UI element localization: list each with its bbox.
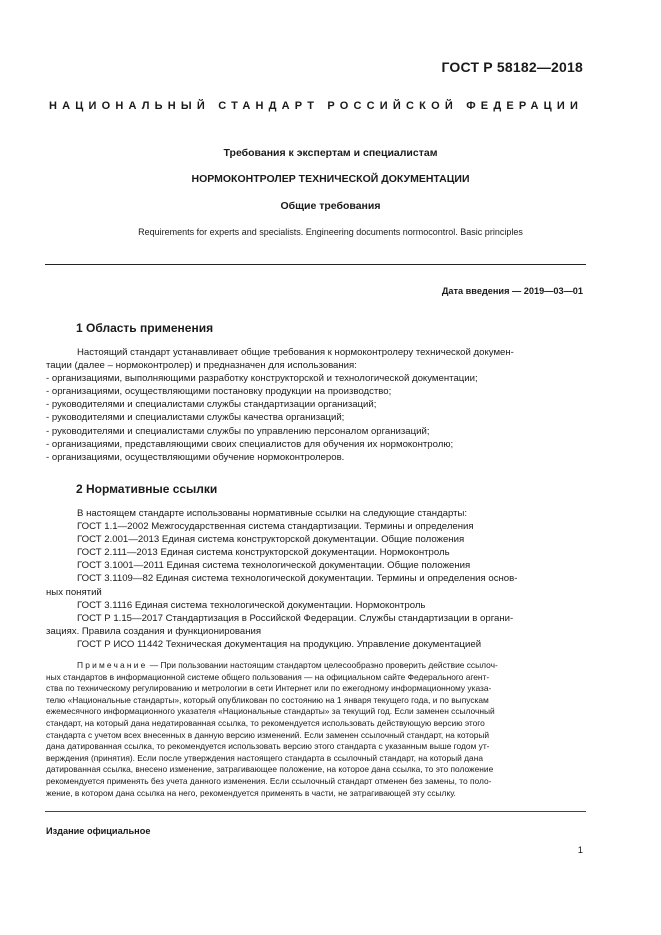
note-label: Примечание — [77, 660, 148, 670]
reference-line: ных понятий — [46, 586, 102, 598]
note-line: жение, в котором дана ссылка на него, рекомендуется применять в части, не затрагивающей эту ссылку. — [46, 787, 456, 798]
national-standard-banner: НАЦИОНАЛЬНЫЙ СТАНДАРТ РОССИЙСКОЙ ФЕДЕРАЦИИ — [48, 100, 584, 112]
reference-line: зациях. Правила создания и функционирования — [46, 625, 262, 637]
note-line: стандарт, на который дана недатированная ссылка, то рекомендуется использовать действующую версию этого — [46, 717, 485, 728]
scope-list-item: - руководителями и специалистами службы качества организаций; — [46, 412, 345, 424]
section-1-intro-line: Настоящий стандарт устанавливает общие требования к нормоконтролеру технической докумен- — [77, 347, 514, 358]
note-line: верждения (принятия). Если после утверждения настоящего стандарта в ссылочный стандарт, на который дана — [46, 752, 483, 763]
note-line: дана датированная ссылка, то рекомендуется использовать версию этого стандарта с указанным выше годом ут- — [46, 741, 490, 752]
note-line: ежемесячного информационного указателя «Национальные стандарты» за текущий год. Если заменен ссылочный — [46, 706, 495, 717]
note-first-line — [46, 660, 586, 672]
section-1-body — [46, 346, 586, 464]
introduction-date: Дата введения — 2019—03—01 — [441, 286, 583, 296]
section-2-heading: 2 Нормативные ссылки — [76, 482, 218, 496]
section-2-body — [46, 507, 586, 651]
note-line: стандарта с учетом всех внесенных в данную версию изменений. Если заменен ссылочный стандарт, на который — [46, 729, 490, 740]
reference-line: В настоящем стандарте использованы нормативные ссылки на следующие стандарты: — [77, 508, 468, 519]
scope-list-item: - организациями, представляющими своих специалистов для обучения их нормоконтролю; — [46, 438, 454, 450]
reference-line: ГОСТ 2.111—2013 Единая система конструкторской документации. Нормоконтроль — [77, 547, 450, 559]
note-line: ства по техническому регулированию и метрологии в сети Интернет или по ежегодному информационному указа- — [46, 683, 492, 694]
reference-line: ГОСТ 3.1109—82 Единая система технологической документации. Термины и определения основ- — [77, 573, 518, 585]
scope-list-item: - организациями, выполняющими разработку конструкторской и технологической документации; — [46, 373, 478, 385]
bottom-divider — [45, 811, 586, 812]
reference-line: ГОСТ 3.1001—2011 Единая система технологической документации. Общие положения — [77, 560, 471, 572]
section-1-heading: 1 Область применения — [76, 321, 214, 335]
reference-line: ГОСТ Р ИСО 11442 Техническая документация на продукцию. Управление документацией — [77, 638, 482, 650]
note-line: датированная ссылка, внесено изменение, затрагивающее положение, на которое дана ссылка, то это положение — [46, 764, 494, 775]
title-line-3: Общие требования — [280, 200, 381, 212]
note-first-line-text: — При пользовании настоящим стандартом целесообразно проверить действие ссылоч- — [147, 660, 498, 670]
top-divider — [45, 264, 586, 265]
scope-list-item: - руководителями и специалистами службы по управлению персоналом организаций; — [46, 425, 430, 437]
note-line: телю «Национальные стандарты», который опубликован по состоянию на 1 января текущего года, и по выпускам — [46, 694, 489, 705]
title-line-2: НОРМОКОНТРОЛЕР ТЕХНИЧЕСКОЙ ДОКУМЕНТАЦИИ — [191, 173, 470, 185]
note-line: рекомендуется применять без учета данного изменения. Если ссылочный стандарт отменен без замены, то поло- — [46, 775, 492, 786]
edition-label: Издание официальное — [46, 826, 151, 836]
reference-line: ГОСТ Р 1.15—2017 Стандартизация в Российской Федерации. Службы стандартизации в органи- — [77, 612, 514, 624]
reference-line: ГОСТ 3.1116 Единая система технологической документации. Нормоконтроль — [77, 599, 426, 611]
reference-line: ГОСТ 2.001—2013 Единая система конструкторской документации. Общие положения — [77, 534, 465, 546]
note-block — [46, 660, 586, 799]
page-number: 1 — [577, 845, 583, 856]
scope-list-item: - организациями, осуществляющими обучение нормоконтролеров. — [46, 451, 345, 463]
scope-list-item: - организациями, осуществляющими постановку продукции на производство; — [46, 386, 392, 398]
title-line-1: Требования к экспертам и специалистам — [223, 147, 438, 159]
section-1-intro-line: тации (далее – нормоконтролер) и предназначен для использования: — [46, 360, 357, 372]
document-id: ГОСТ Р 58182—2018 — [441, 59, 583, 75]
reference-line: ГОСТ 1.1—2002 Межгосударственная система стандартизации. Термины и определения — [77, 521, 474, 533]
scope-list-item: - руководителями и специалистами службы стандартизации организаций; — [46, 399, 377, 411]
title-english: Requirements for experts and specialists. Engineering documents normocontrol. Basic principles — [138, 227, 523, 237]
note-line: ных стандартов в информационной системе общего пользования — на официальном сайте Федерального агент- — [46, 671, 490, 682]
